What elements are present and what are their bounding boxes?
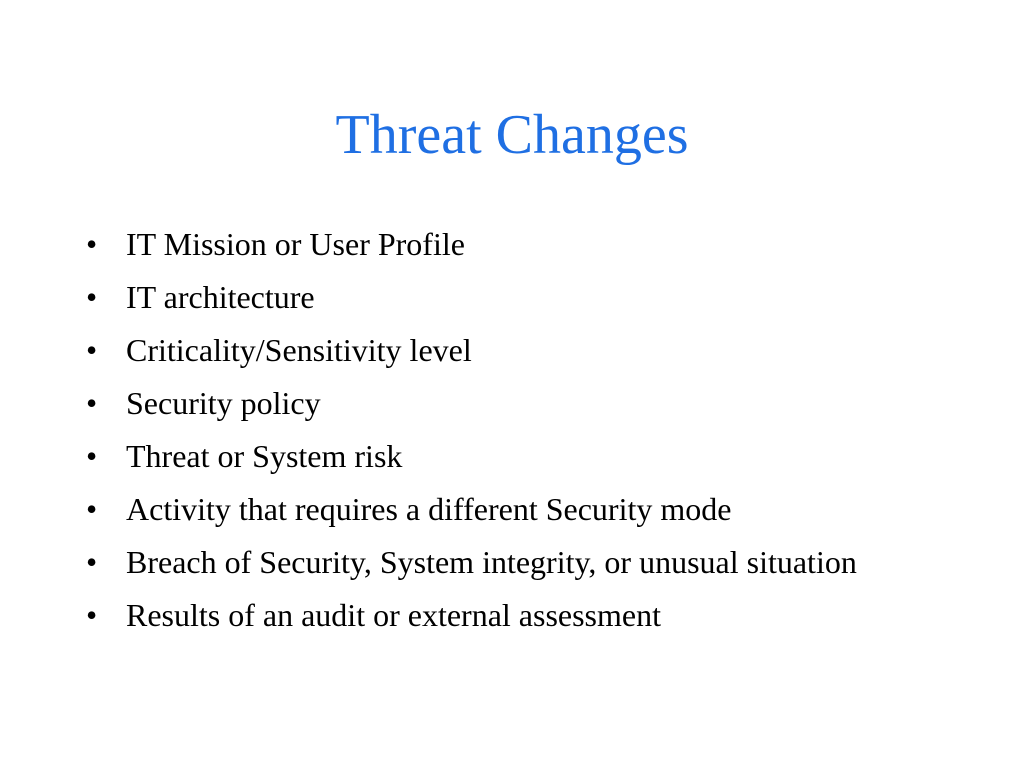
bullet-list bbox=[86, 224, 946, 648]
list-item bbox=[86, 489, 946, 529]
bullet-icon: • bbox=[86, 279, 98, 315]
bullet-text: IT Mission or User Profile bbox=[126, 226, 465, 262]
bullet-icon: • bbox=[86, 385, 98, 421]
list-item bbox=[86, 436, 946, 476]
bullet-icon: • bbox=[86, 332, 98, 368]
bullet-text: Security policy bbox=[126, 385, 321, 421]
bullet-text: Threat or System risk bbox=[126, 438, 403, 474]
list-item bbox=[86, 542, 946, 582]
bullet-icon: • bbox=[86, 544, 98, 580]
slide-title: Threat Changes bbox=[335, 104, 689, 166]
bullet-text: Breach of Security, System integrity, or unusual situation bbox=[126, 544, 857, 580]
list-item bbox=[86, 277, 946, 317]
bullet-icon: • bbox=[86, 597, 98, 633]
bullet-icon: • bbox=[86, 491, 98, 527]
list-item bbox=[86, 330, 946, 370]
bullet-text: Activity that requires a different Security mode bbox=[126, 491, 732, 527]
bullet-icon: • bbox=[86, 438, 98, 474]
bullet-text: Criticality/Sensitivity level bbox=[126, 332, 472, 368]
bullet-text: IT architecture bbox=[126, 279, 315, 315]
bullet-text: Results of an audit or external assessment bbox=[126, 597, 661, 633]
list-item bbox=[86, 595, 946, 635]
bullet-icon: • bbox=[86, 226, 98, 262]
list-item bbox=[86, 224, 946, 264]
list-item bbox=[86, 383, 946, 423]
